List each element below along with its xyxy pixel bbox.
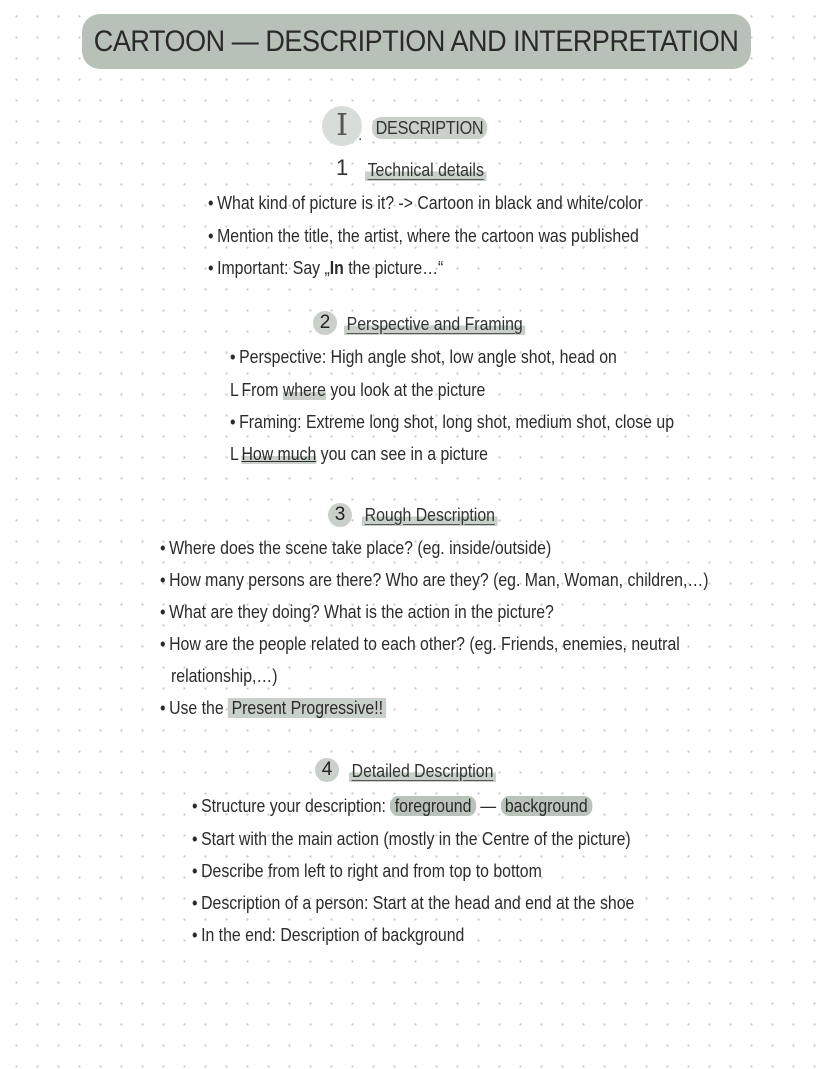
section-numeral-dot: . bbox=[358, 128, 363, 144]
list-item: • Where does the scene take place? (eg. inside/outside) bbox=[160, 538, 552, 558]
sub-arrow-icon: L bbox=[230, 444, 239, 464]
subsection-title: Technical details bbox=[365, 160, 487, 181]
list-item: • Use the Present Progressive!! bbox=[160, 698, 387, 719]
list-item: • What kind of picture is it? -> Cartoon in black and white/color bbox=[208, 193, 643, 213]
subsection-title: Perspective and Framing bbox=[344, 314, 525, 335]
list-item: L How much you can see in a picture bbox=[230, 444, 488, 464]
sub-arrow-icon: L bbox=[230, 380, 239, 400]
list-item: • Structure your description: foreground — background bbox=[192, 796, 592, 817]
list-item-continuation: relationship,…) bbox=[171, 666, 278, 686]
list-item: • How are the people related to each other? (eg. Friends, enemies, neutral bbox=[160, 634, 680, 654]
list-item: • Framing: Extreme long shot, long shot, medium shot, close up bbox=[230, 412, 675, 432]
list-item: L From where you look at the picture bbox=[230, 380, 486, 400]
list-item: • How many persons are there? Who are they? (eg. Man, Woman, children,…) bbox=[160, 570, 709, 590]
subsection-title: Detailed Description bbox=[349, 761, 496, 782]
section-heading: DESCRIPTION bbox=[372, 118, 487, 139]
subsection-number: 3 bbox=[328, 503, 352, 527]
list-item: • Description of a person: Start at the head and end at the shoe bbox=[192, 893, 635, 913]
list-item: • Mention the title, the artist, where the cartoon was published bbox=[208, 226, 639, 246]
list-item: • Important: Say „In the picture…“ bbox=[208, 258, 444, 278]
subsection-number: 1 bbox=[336, 155, 349, 180]
section-numeral: I bbox=[322, 106, 362, 146]
subsection-title: Rough Description bbox=[362, 505, 498, 526]
subsection-number: 2 bbox=[313, 311, 337, 335]
list-item: • Describe from left to right and from top to bottom bbox=[192, 861, 542, 881]
subsection-number: 4 bbox=[315, 758, 339, 782]
title-banner bbox=[82, 14, 751, 69]
list-item: • Perspective: High angle shot, low angle shot, head on bbox=[230, 347, 617, 367]
page-title: CARTOON — DESCRIPTION AND INTERPRETATION bbox=[94, 24, 739, 58]
list-item: • What are they doing? What is the action in the picture? bbox=[160, 602, 554, 622]
list-item: • In the end: Description of background bbox=[192, 925, 465, 945]
list-item: • Start with the main action (mostly in the Centre of the picture) bbox=[192, 829, 631, 849]
